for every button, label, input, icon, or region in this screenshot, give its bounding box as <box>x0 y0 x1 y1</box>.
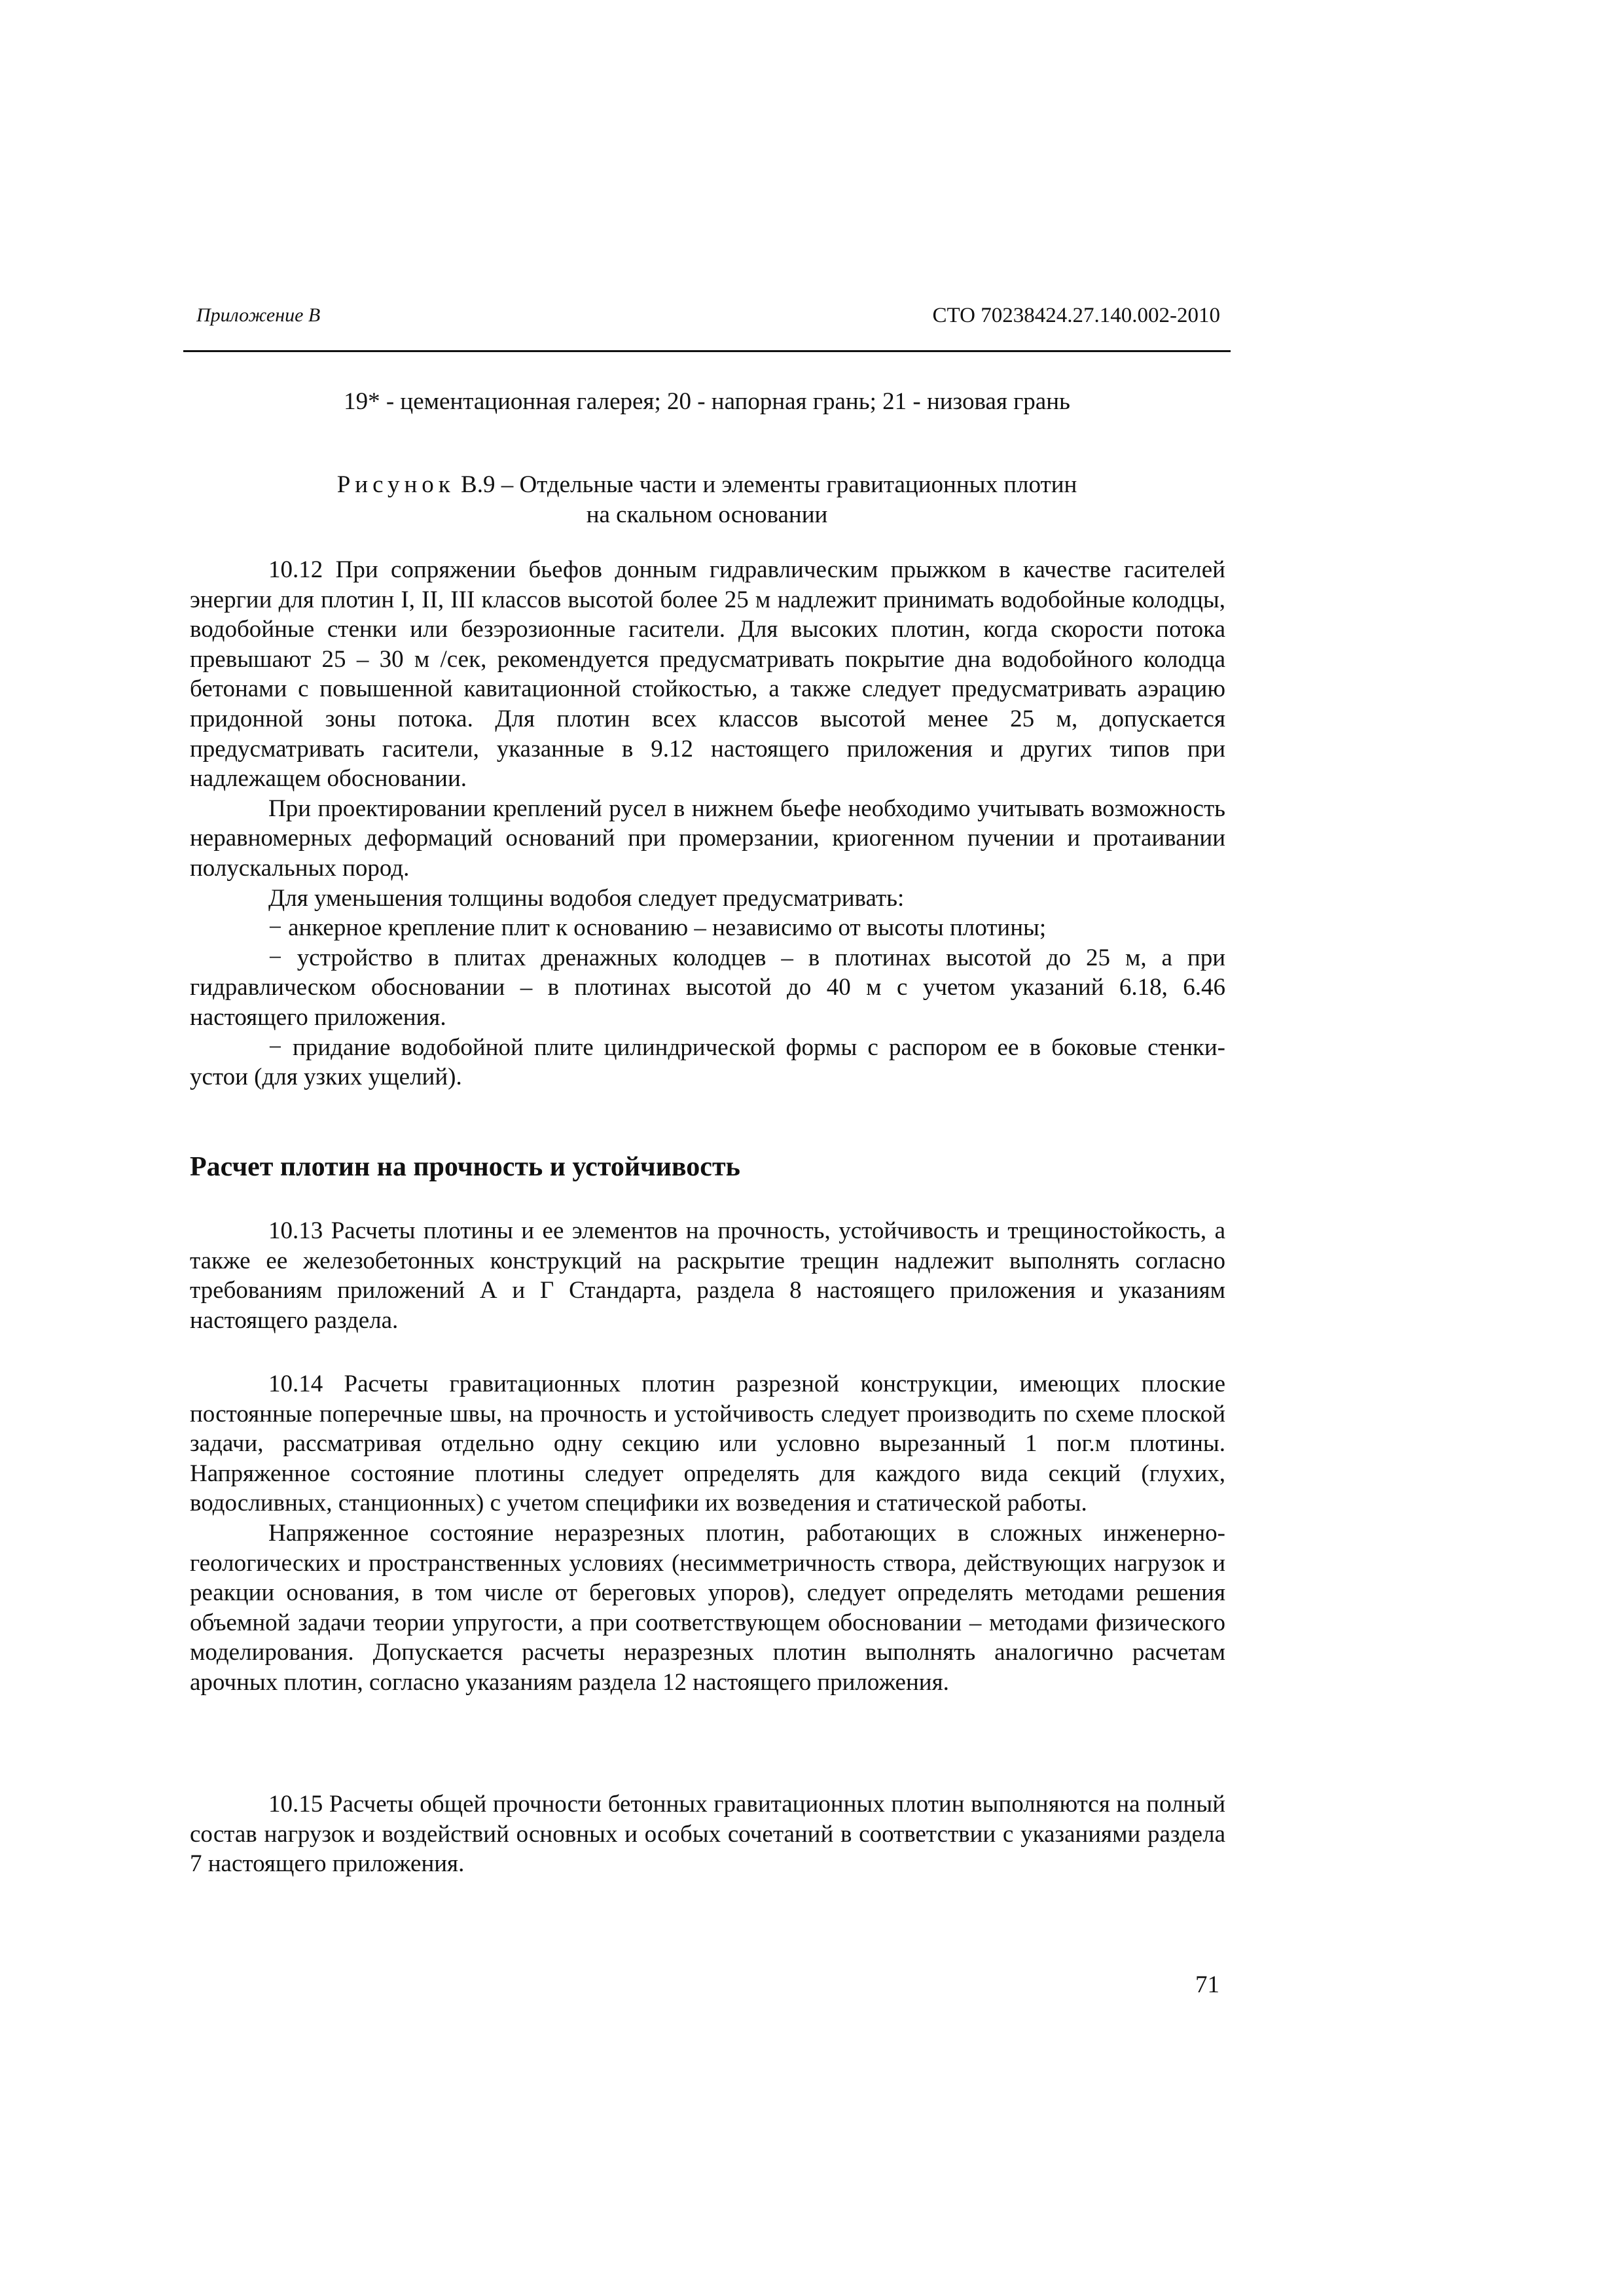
header-divider <box>183 350 1231 352</box>
figure-caption-line1 <box>190 470 1224 500</box>
paragraph-10-15: 10.15 Расчеты общей прочности бетонных гравитационных плотин выполняются на полный состав нагрузок и воздействий основных и особых сочетаний в соответствии с указаниями раздела 7 настоящего приложения. <box>190 1791 1225 1878</box>
paragraph-continuous-dams: Напряженное состояние неразрезных плотин, работающих в сложных инженерно-геологических и пространственных условиях (несимметричность створа, действующих нагрузок и реакции основания, в том числе от береговых упоров), следует определять методами решения объемной задачи теории упругости, а при соответствующем обосновании – методами физического моделирования. Допускается расчеты неразрезных плотин выполнять аналогично расчетам арочных плотин, согласно указаниям раздела 12 настоящего приложения. <box>190 1519 1225 1696</box>
paragraph-apron-thickness: Для уменьшения толщины водобоя следует предусматривать: <box>268 884 905 912</box>
section-10-12 <box>190 555 1225 1092</box>
list-item-drainage: − устройство в плитах дренажных колодцев – в плотинах высотой до 25 м, а при гидравлическом обосновании – в плотинах высотой до 40 м с учетом указаний 6.18, 6.46 настоящего приложения. <box>190 944 1225 1031</box>
figure-caption-text: В.9 – Отдельные части и элементы гравитационных плотин <box>454 471 1077 498</box>
section-10-13 <box>190 1216 1225 1335</box>
section-10-15 <box>190 1789 1225 1879</box>
section-heading: Расчет плотин на прочность и устойчивость <box>190 1152 740 1182</box>
figure-caption-word: Рисунок <box>336 471 455 498</box>
section-10-14 <box>190 1369 1225 1698</box>
figure-legend: 19* - цементационная галерея; 20 - напорная грань; 21 - низовая грань <box>344 388 1070 415</box>
list-item-anchor: − анкерное крепление плит к основанию – независимо от высоты плотины; <box>268 914 1047 942</box>
paragraph-10-12: 10.12 При сопряжении бьефов донным гидравлическим прыжком в качестве гасителей энергии для плотин I, II, III классов высотой более 25 м надлежит принимать водобойные колодцы, водобойные стенки или безэрозионные гасители. Для высоких плотин, когда скорости потока превышают 25 – 30 м /сек, рекомендуется предусматривать покрытие дна водобойного колодца бетонами с повышенной кавитационной стойкостью, а также следует предусматривать аэрацию придонной зоны потока. Для плотин всех классов высотой менее 25 м, допускается предусматривать гасители, указанные в 9.12 настоящего приложения и других типов при надлежащем обосновании. <box>190 556 1225 793</box>
paragraph-riverbed-fastening: При проектировании креплений русел в нижнем бьефе необходимо учитывать возможность неравномерных деформаций оснований при промерзании, криогенном пучении и протаивании полускальных пород. <box>190 795 1225 882</box>
standard-code: СТО 70238424.27.140.002-2010 <box>932 304 1220 327</box>
figure-caption-line2: на скальном основании <box>586 501 828 528</box>
figure-caption <box>190 470 1224 530</box>
page-number: 71 <box>1195 1971 1219 1998</box>
paragraph-10-14: 10.14 Расчеты гравитационных плотин разрезной конструкции, имеющих плоские постоянные поперечные швы, на прочность и устойчивость следует производить по схеме плоской задачи, рассматривая отдельно одну секцию или условно вырезанный 1 пог.м плотины. Напряженное состояние плотины следует определять для каждого вида секций (глухих, водосливных, станционных) с учетом специфики их возведения и статической работы. <box>190 1371 1225 1517</box>
list-item-cylindrical: − придание водобойной плите цилиндрической формы с распором ее в боковые стенки-устои (для узких ущелий). <box>190 1033 1225 1091</box>
paragraph-10-13: 10.13 Расчеты плотины и ее элементов на прочность, устойчивость и трещиностойкость, а также ее железобетонных конструкций на раскрытие трещин надлежит выполнять согласно требованиям приложений А и Г Стандарта, раздела 8 настоящего приложения и указаниям настоящего раздела. <box>190 1217 1225 1334</box>
appendix-label: Приложение В <box>196 304 321 326</box>
